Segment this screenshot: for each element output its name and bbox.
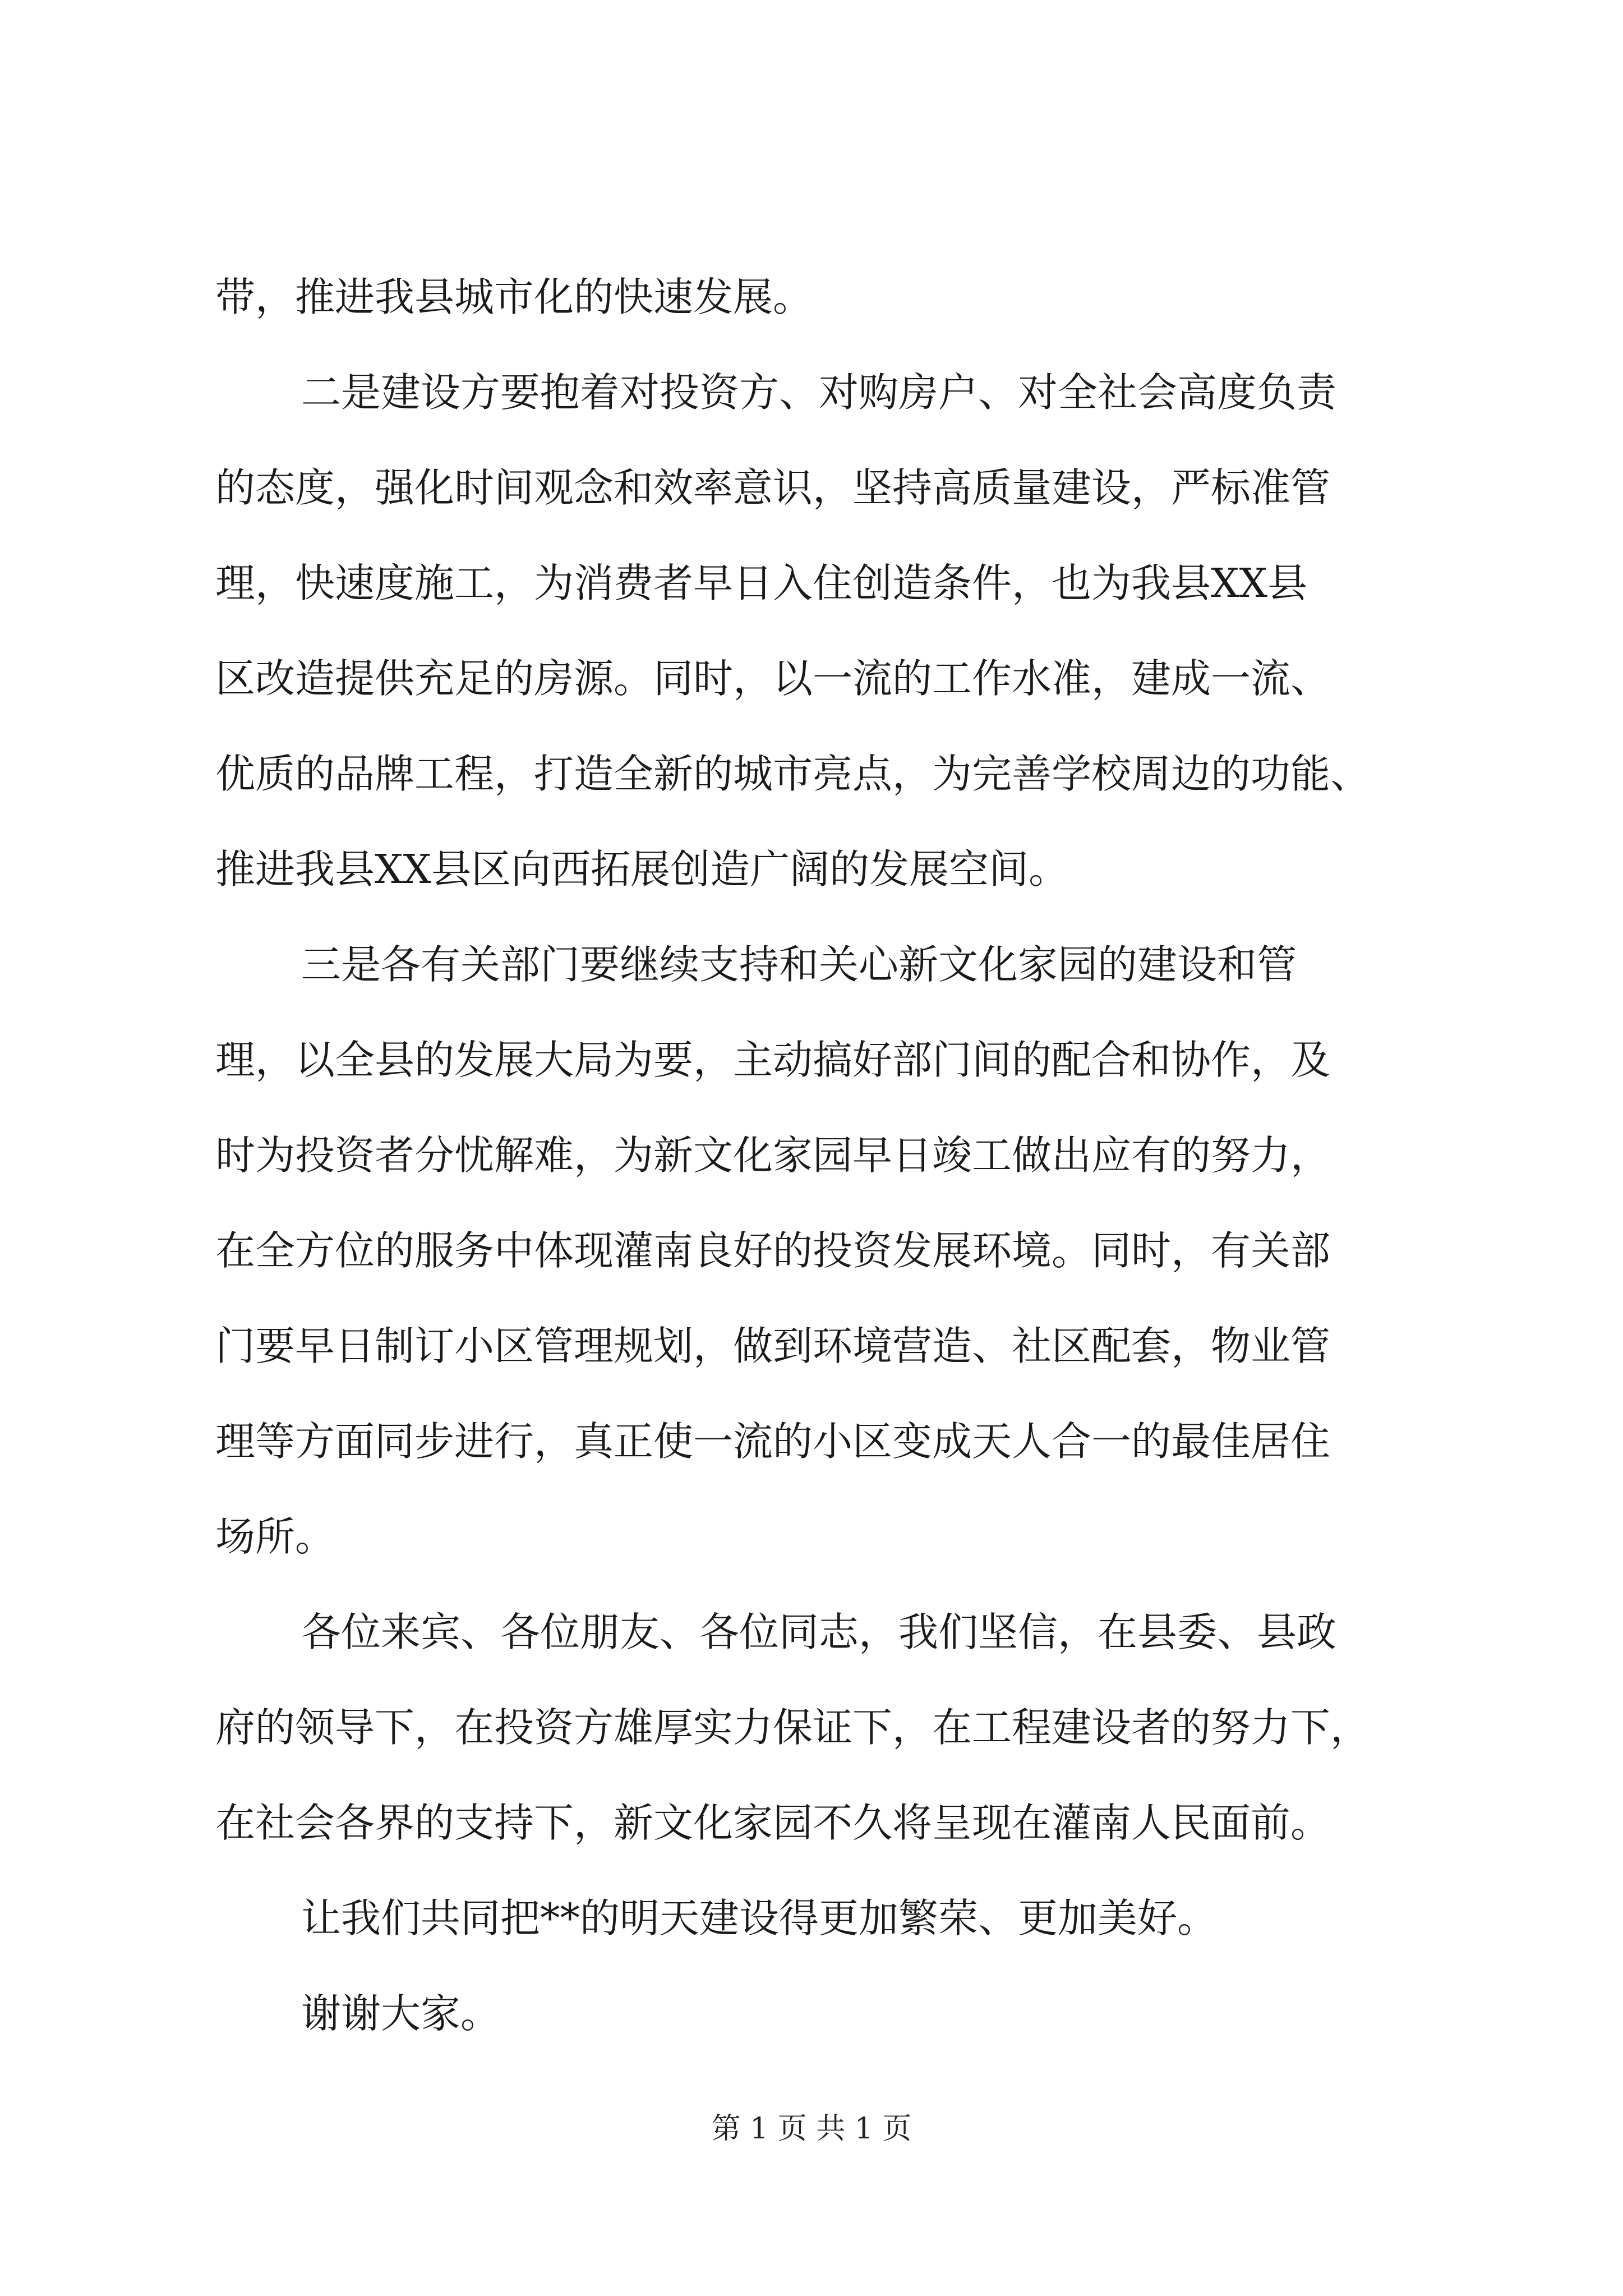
body-text-line: 让我们共同把**的明天建设得更加繁荣、更加美好。 — [301, 1895, 1218, 1941]
body-text-line: 谢谢大家。 — [301, 1990, 501, 2037]
body-text-line: 的态度，强化时间观念和效率意识，坚持高质量建设，严标准管 — [215, 464, 1331, 511]
body-text-line: 三是各有关部门要继续支持和关心新文化家园的建设和管 — [301, 941, 1297, 988]
body-text-line: 理，快速度施工，为消费者早日入住创造条件，也为我县XX县 — [215, 560, 1308, 606]
body-text-line: 在社会各界的支持下，新文化家园不久将呈现在灌南人民面前。 — [215, 1800, 1331, 1846]
page-number-footer: 第 1 页 共 1 页 — [711, 2112, 912, 2146]
body-text-line: 在全方位的服务中体现灌南良好的投资发展环境。同时，有关部 — [215, 1227, 1331, 1274]
body-text-line: 区改造提供充足的房源。同时，以一流的工作水准，建成一流、 — [215, 655, 1331, 702]
body-text-line: 时为投资者分忧解难，为新文化家园早日竣工做出应有的努力， — [215, 1132, 1331, 1179]
body-text-line: 府的领导下，在投资方雄厚实力保证下，在工程建设者的努力下， — [215, 1704, 1371, 1751]
body-text-line: 场所。 — [215, 1513, 335, 1560]
body-text-line: 优质的品牌工程，打造全新的城市亮点，为完善学校周边的功能、 — [215, 751, 1371, 797]
body-text-line: 理等方面同步进行，真正使一流的小区变成天人合一的最佳居住 — [215, 1418, 1331, 1465]
body-text-line: 门要早日制订小区管理规划，做到环境营造、社区配套，物业管 — [215, 1323, 1331, 1369]
body-text-line: 各位来宾、各位朋友、各位同志，我们坚信，在县委、县政 — [301, 1609, 1337, 1655]
body-text-line: 带，推进我县城市化的快速发展。 — [215, 274, 813, 320]
body-text-line: 二是建设方要抱着对投资方、对购房户、对全社会高度负责 — [301, 369, 1337, 416]
body-text-line: 理，以全县的发展大局为要，主动搞好部门间的配合和协作，及 — [215, 1037, 1331, 1083]
body-text-line: 推进我县XX县区向西拓展创造广阔的发展空间。 — [215, 846, 1069, 892]
